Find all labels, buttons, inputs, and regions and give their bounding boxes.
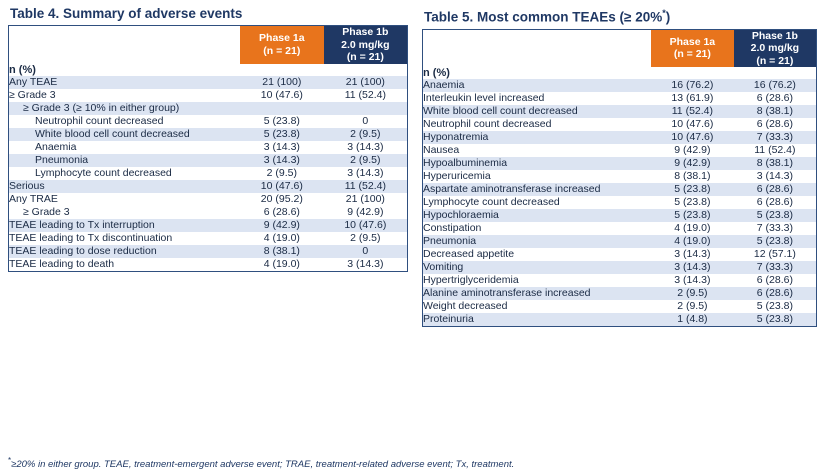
table-row [9, 258, 408, 272]
header-phase-1a [651, 29, 734, 67]
row-value-phase-1a: 21 (100) [240, 76, 324, 89]
table-row [9, 115, 408, 128]
table-subheader-row [423, 67, 817, 79]
table-5 [422, 29, 817, 328]
row-value-phase-1b: 11 (52.4) [324, 89, 408, 102]
row-label: TEAE leading to dose reduction [9, 245, 240, 258]
row-label: Hypertriglyceridemia [423, 274, 652, 287]
table-4-title: Table 4. Summary of adverse events [10, 6, 243, 21]
row-label: Alanine aminotransferase increased [423, 287, 652, 300]
row-value-phase-1a: 8 (38.1) [651, 170, 734, 183]
header-phase-1a-line1: Phase 1a [669, 35, 716, 48]
table-row [423, 248, 817, 261]
table-row [9, 206, 408, 219]
row-value-phase-1a: 16 (76.2) [651, 79, 734, 92]
row-value-phase-1a: 3 (14.3) [651, 248, 734, 261]
row-value-phase-1b: 6 (28.6) [734, 196, 817, 209]
row-label: Weight decreased [423, 300, 652, 313]
header-phase-1b-line3: (n = 21) [346, 51, 384, 63]
row-label: Interleukin level increased [423, 92, 652, 105]
header-phase-1b [324, 26, 408, 64]
row-label: ≥ Grade 3 [9, 89, 240, 102]
table-5-title-main: Table 5. Most common TEAEs (≥ 20% [424, 9, 663, 25]
header-phase-1a-line2: (n = 21) [673, 48, 711, 61]
row-value-phase-1a: 5 (23.8) [651, 183, 734, 196]
row-label: Vomiting [423, 261, 652, 274]
table-row [423, 183, 817, 196]
row-value-phase-1a: 5 (23.8) [651, 209, 734, 222]
row-value-phase-1a: 5 (23.8) [240, 128, 324, 141]
table-row [423, 235, 817, 248]
subheader-spacer-b [324, 64, 408, 76]
table-4 [8, 25, 408, 272]
row-value-phase-1b: 10 (47.6) [324, 219, 408, 232]
table-row [9, 167, 408, 180]
header-phase-1a [240, 26, 324, 64]
row-value-phase-1a: 4 (19.0) [651, 222, 734, 235]
row-value-phase-1a: 4 (19.0) [240, 232, 324, 245]
table-row [423, 261, 817, 274]
row-label: Constipation [423, 222, 652, 235]
row-label: White blood cell count decreased [9, 128, 240, 141]
row-value-phase-1b: 5 (23.8) [734, 313, 817, 327]
row-value-phase-1a: 10 (47.6) [651, 118, 734, 131]
row-value-phase-1b: 11 (52.4) [734, 144, 817, 157]
row-value-phase-1b: 8 (38.1) [734, 157, 817, 170]
row-label: TEAE leading to death [9, 258, 240, 272]
table-row [423, 118, 817, 131]
table-row [423, 131, 817, 144]
row-label: Serious [9, 180, 240, 193]
header-phase-1a-line2: (n = 21) [263, 44, 301, 57]
row-label: Nausea [423, 144, 652, 157]
row-value-phase-1a: 5 (23.8) [240, 115, 324, 128]
row-value-phase-1b: 6 (28.6) [734, 183, 817, 196]
table-5-title-end: ) [665, 9, 671, 25]
row-label: Pneumonia [9, 154, 240, 167]
subheader-spacer-b [734, 67, 817, 79]
row-value-phase-1b: 12 (57.1) [734, 248, 817, 261]
row-label: TEAE leading to Tx discontinuation [9, 232, 240, 245]
table-row [423, 209, 817, 222]
row-label: TEAE leading to Tx interruption [9, 219, 240, 232]
row-label: White blood cell count decreased [423, 105, 652, 118]
table-5-title [424, 6, 817, 25]
row-value-phase-1b: 7 (33.3) [734, 131, 817, 144]
row-label: Any TEAE [9, 76, 240, 89]
table-row [423, 170, 817, 183]
table-row [423, 287, 817, 300]
row-value-phase-1b: 0 [324, 115, 408, 128]
row-label: Hyponatremia [423, 131, 652, 144]
row-label: Decreased appetite [423, 248, 652, 261]
two-column-layout [8, 6, 823, 327]
table-row [9, 232, 408, 245]
table-row [9, 76, 408, 89]
table-row [423, 79, 817, 92]
table-header-row [9, 26, 408, 64]
row-value-phase-1b: 21 (100) [324, 76, 408, 89]
row-value-phase-1b: 5 (23.8) [734, 235, 817, 248]
table-row [423, 157, 817, 170]
row-value-phase-1b: 7 (33.3) [734, 222, 817, 235]
row-label: ≥ Grade 3 [9, 206, 240, 219]
table-4-body [9, 26, 408, 272]
table-row [9, 245, 408, 258]
header-phase-1b-line3: (n = 21) [756, 54, 794, 67]
table-row [9, 180, 408, 193]
table-row [9, 219, 408, 232]
table-row [9, 128, 408, 141]
row-value-phase-1a: 9 (42.9) [240, 219, 324, 232]
header-phase-1b-line1: Phase 1b [751, 29, 798, 42]
row-label: Lymphocyte count decreased [423, 196, 652, 209]
table-5-container [422, 6, 817, 327]
row-value-phase-1b [324, 102, 408, 115]
table-row [423, 222, 817, 235]
row-value-phase-1b: 5 (23.8) [734, 300, 817, 313]
row-value-phase-1a [240, 102, 324, 115]
row-label: Neutrophil count decreased [423, 118, 652, 131]
row-value-phase-1b: 6 (28.6) [734, 287, 817, 300]
row-label: Hypoalbuminemia [423, 157, 652, 170]
table-row [423, 196, 817, 209]
row-value-phase-1a: 2 (9.5) [651, 287, 734, 300]
row-value-phase-1b: 2 (9.5) [324, 128, 408, 141]
footnote-asterisk: * [8, 455, 12, 465]
row-label: ≥ Grade 3 (≥ 10% in either group) [9, 102, 240, 115]
header-phase-1b-line2: 2.0 mg/kg [341, 38, 390, 51]
column-label-n-pct: n (%) [9, 64, 240, 76]
table-row [423, 144, 817, 157]
row-value-phase-1b: 16 (76.2) [734, 79, 817, 92]
row-label: Any TRAE [9, 193, 240, 206]
footnote-text: ≥20% in either group. TEAE, treatment-emergent adverse event; TRAE, treatment-related adverse event; Tx, treatment. [11, 459, 515, 470]
row-value-phase-1a: 8 (38.1) [240, 245, 324, 258]
row-label: Aspartate aminotransferase increased [423, 183, 652, 196]
row-value-phase-1b: 3 (14.3) [324, 167, 408, 180]
column-label-n-pct: n (%) [423, 67, 652, 79]
row-value-phase-1b: 3 (14.3) [324, 141, 408, 154]
header-blank-cell [423, 29, 652, 67]
table-row [9, 154, 408, 167]
row-value-phase-1a: 10 (47.6) [651, 131, 734, 144]
row-label: Pneumonia [423, 235, 652, 248]
row-value-phase-1a: 4 (19.0) [240, 258, 324, 272]
row-value-phase-1a: 9 (42.9) [651, 157, 734, 170]
row-value-phase-1a: 2 (9.5) [240, 167, 324, 180]
row-value-phase-1a: 2 (9.5) [651, 300, 734, 313]
header-phase-1a-line1: Phase 1a [259, 32, 305, 45]
row-label: Anaemia [423, 79, 652, 92]
row-label: Anaemia [9, 141, 240, 154]
row-value-phase-1b: 2 (9.5) [324, 154, 408, 167]
subheader-spacer-a [240, 64, 324, 76]
table-row [9, 102, 408, 115]
row-value-phase-1b: 3 (14.3) [324, 258, 408, 272]
row-value-phase-1b: 9 (42.9) [324, 206, 408, 219]
header-phase-1b [734, 29, 817, 67]
table-header-row [423, 29, 817, 67]
row-value-phase-1b: 6 (28.6) [734, 118, 817, 131]
row-value-phase-1a: 1 (4.8) [651, 313, 734, 327]
row-label: Lymphocyte count decreased [9, 167, 240, 180]
row-value-phase-1a: 13 (61.9) [651, 92, 734, 105]
row-value-phase-1b: 2 (9.5) [324, 232, 408, 245]
row-value-phase-1b: 3 (14.3) [734, 170, 817, 183]
row-value-phase-1a: 20 (95.2) [240, 193, 324, 206]
table-row [9, 141, 408, 154]
row-value-phase-1a: 3 (14.3) [651, 274, 734, 287]
row-value-phase-1a: 3 (14.3) [651, 261, 734, 274]
row-value-phase-1a: 10 (47.6) [240, 89, 324, 102]
row-label: Proteinuria [423, 313, 652, 327]
row-value-phase-1a: 9 (42.9) [651, 144, 734, 157]
table-4-container [8, 6, 408, 272]
table-row [423, 300, 817, 313]
row-value-phase-1a: 6 (28.6) [240, 206, 324, 219]
footnote [8, 455, 820, 471]
row-value-phase-1b: 7 (33.3) [734, 261, 817, 274]
table-subheader-row [9, 64, 408, 76]
table-row [423, 313, 817, 327]
row-label: Hyperuricemia [423, 170, 652, 183]
table-5-body [423, 29, 817, 327]
table-row [9, 89, 408, 102]
table-row [423, 92, 817, 105]
subheader-spacer-a [651, 67, 734, 79]
row-value-phase-1a: 5 (23.8) [651, 196, 734, 209]
row-value-phase-1a: 10 (47.6) [240, 180, 324, 193]
row-value-phase-1a: 11 (52.4) [651, 105, 734, 118]
row-value-phase-1b: 21 (100) [324, 193, 408, 206]
table-5-title-asterisk: * [662, 8, 666, 18]
row-value-phase-1b: 11 (52.4) [324, 180, 408, 193]
row-value-phase-1b: 0 [324, 245, 408, 258]
row-value-phase-1b: 5 (23.8) [734, 209, 817, 222]
row-value-phase-1a: 4 (19.0) [651, 235, 734, 248]
table-row [423, 105, 817, 118]
row-value-phase-1b: 8 (38.1) [734, 105, 817, 118]
row-value-phase-1b: 6 (28.6) [734, 274, 817, 287]
header-blank-cell [9, 26, 240, 64]
table-row [9, 193, 408, 206]
row-label: Hypochloraemia [423, 209, 652, 222]
row-label: Neutrophil count decreased [9, 115, 240, 128]
row-value-phase-1a: 3 (14.3) [240, 154, 324, 167]
header-phase-1b-line2: 2.0 mg/kg [750, 42, 800, 54]
row-value-phase-1a: 3 (14.3) [240, 141, 324, 154]
header-phase-1b-line1: Phase 1b [342, 26, 389, 38]
row-value-phase-1b: 6 (28.6) [734, 92, 817, 105]
table-row [423, 274, 817, 287]
